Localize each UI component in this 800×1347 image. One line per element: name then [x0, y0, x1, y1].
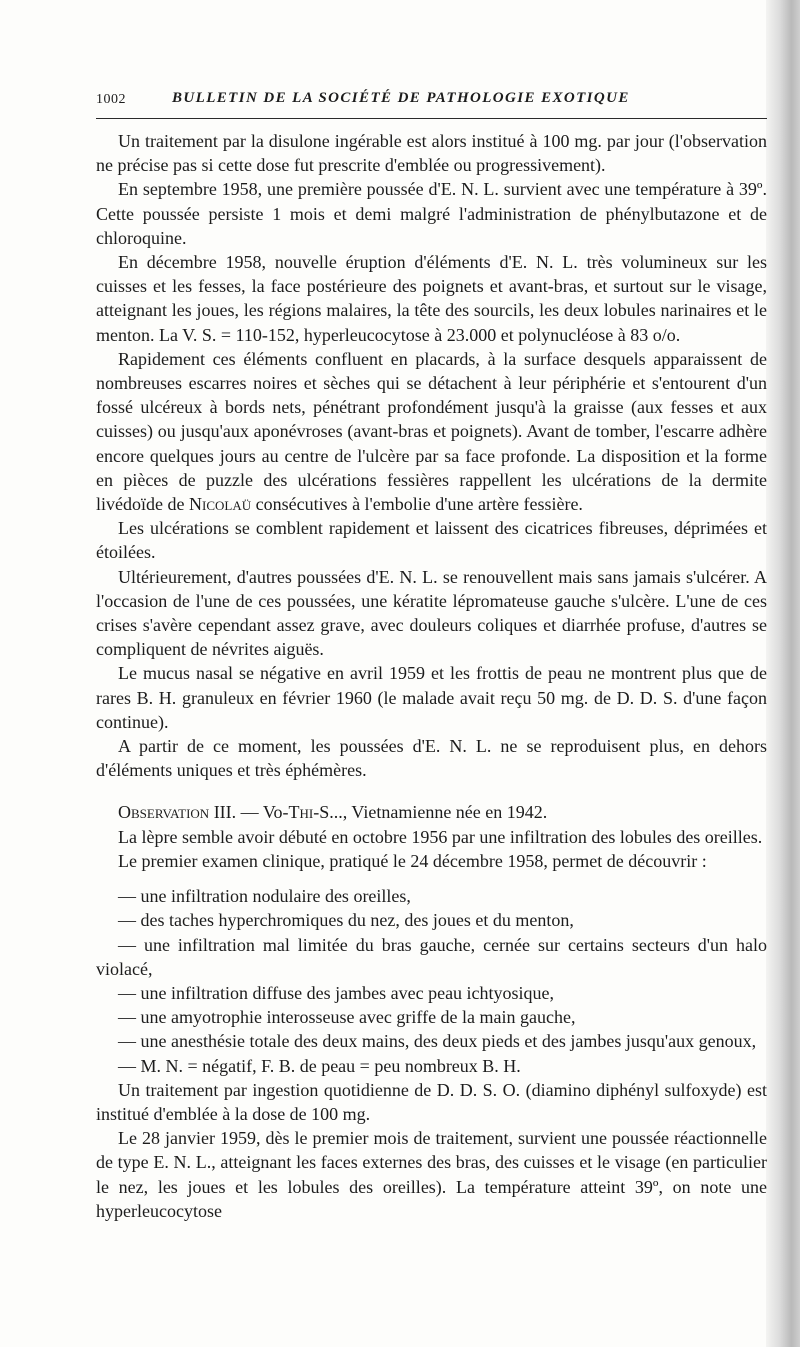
paragraph: Un traitement par la disulone ingérable est alors institué à 100 mg. par jour (l'observation ne précise pas si cette dose fut prescrite d'emblée ou progressivement).	[96, 131, 767, 176]
paragraph: En décembre 1958, nouvelle éruption d'éléments d'E. N. L. très volumineux sur les cuisses et les fesses, la face postérieure des poignets et avant-bras, et surtout sur le visage, atteignant les joues, les régions malaires, la tête des sourcils, les deux lobules narinaires et le menton. La V. S. = 110-152, hyperleucocytose à 23.000 et polynucléose à 83 o/o.	[96, 252, 767, 345]
paragraph: Un traitement par ingestion quotidienne de D. D. S. O. (diamino diphényl sulfoxyde) est institué d'emblée à la dose de 100 mg.	[96, 1079, 767, 1124]
list-item: — des taches hyperchromiques du nez, des joues et du menton,	[118, 910, 574, 931]
paragraph-text: Rapidement ces éléments confluent en placards, à la surface desquels apparaissent de nombreuses escarres noires et sèches qui se détachent à leur périphérie et s'entourent d'un fossé ulcéreux à bords nets, pénétrant profondément jusqu'à la graisse (aux fesses et aux cuisses) ou jusqu'aux aponévroses (avant-bras et poignets). Avant de tomber, l'escarre adhère encore quelques jours au centre de l'ulcère par sa face profonde. La disposition et la forme en pièces de puzzle des ulcérations fessières rappellent les ulcérations de la dermite livédoïde de	[96, 348, 767, 515]
observation-number: III. — Vo-	[209, 802, 289, 823]
paragraph: Les ulcérations se comblent rapidement et laissent des cicatrices fibreuses, déprimées et étoilées.	[96, 518, 767, 563]
paragraph-text: consécutives à l'embolie d'une artère fessière.	[251, 494, 583, 515]
list-item: — une infiltration diffuse des jambes avec peau ichtyosique,	[118, 982, 555, 1003]
paragraph: A partir de ce moment, les poussées d'E. N. L. ne se reproduisent plus, en dehors d'éléments uniques et très éphémères.	[96, 736, 767, 781]
paragraph: La lèpre semble avoir débuté en octobre 1956 par une infiltration des lobules des oreilles.	[118, 826, 763, 847]
list-item: — M. N. = négatif, F. B. de peau = peu nombreux B. H.	[118, 1055, 521, 1076]
author-name: Nicolaü	[188, 494, 252, 515]
running-title: BULLETIN DE LA SOCIÉTÉ DE PATHOLOGIE EXOTIQUE	[172, 90, 630, 106]
paragraph: En septembre 1958, une première poussée d'E. N. L. survient avec une température à 39º. Cette poussée persiste 1 mois et demi malgré l'administration de phénylbutazone et de chloroquine.	[96, 179, 767, 248]
paragraph: Ultérieurement, d'autres poussées d'E. N. L. se renouvellent mais sans jamais s'ulcérer. A l'occasion de l'une de ces poussées, une kératite lépromateuse gauche s'ulcère. L'une de ces crises s'avère cependant assez grave, avec douleurs coliques et diarrhée profuse, d'autres se compliquent de névrites aiguës.	[96, 566, 767, 660]
observation-label: Observation	[118, 802, 210, 823]
paragraph: Le premier examen clinique, pratiqué le 24 décembre 1958, permet de découvrir :	[118, 850, 707, 871]
body-text	[96, 129, 767, 1223]
observation-patient: -S..., Vietnamienne née en 1942.	[313, 802, 548, 823]
paragraph: Le 28 janvier 1959, dès le premier mois de traitement, survient une poussée réactionnelle de type E. N. L., atteignant les faces externes des bras, des cuisses et le visage (en particulier le nez, les joues et les lobules des oreilles). La température atteint 39º, on note une hyperleucocytose	[96, 1128, 767, 1221]
page-number: 1002	[96, 92, 126, 107]
list-item: — une anesthésie totale des deux mains, des deux pieds et des jambes jusqu'aux genoux,	[118, 1031, 757, 1052]
list-item: — une amyotrophie interosseuse avec griffe de la main gauche,	[118, 1007, 576, 1028]
list-item: — une infiltration mal limitée du bras gauche, cernée sur certains secteurs d'un halo violacé,	[96, 934, 767, 979]
observation-heading	[96, 800, 767, 824]
paragraph: Le mucus nasal se négative en avril 1959 et les frottis de peau ne montrent plus que de rares B. H. granuleux en février 1960 (le malade avait reçu 50 mg. de D. D. S. d'une façon continue).	[96, 663, 767, 732]
page-binding-shadow	[766, 0, 800, 1347]
patient-name: Thi	[288, 802, 314, 823]
findings-list	[96, 884, 767, 1078]
paragraph	[96, 347, 767, 516]
header-rule	[96, 118, 767, 119]
list-item: — une infiltration nodulaire des oreilles,	[118, 886, 411, 907]
page-header	[96, 90, 767, 114]
